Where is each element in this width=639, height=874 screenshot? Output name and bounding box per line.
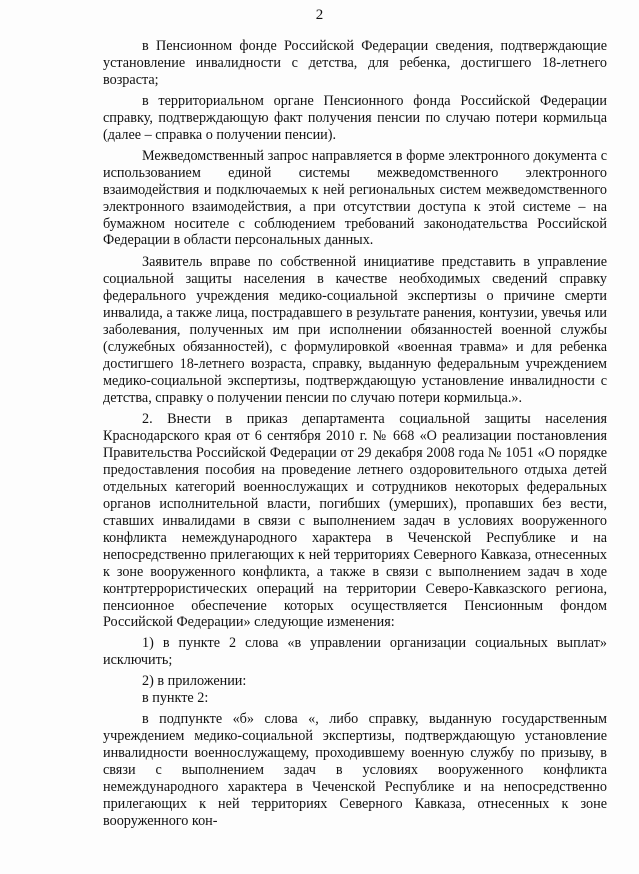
paragraph-in-item-2: в пункте 2:	[142, 690, 209, 707]
paragraph-applicant-right: Заявитель вправе по собственной инициативе представить в управление социальной защиты населения в качестве необходимых сведений справку федерального учреждения медико-социальной экспертизы о причине смерти инвалида, а также лица, пострадавшего в результате ранения, контузии, увечья или заболевания, полученных им при исполнении обязанностей военной службы (служебных обязанностей), с формулировкой «военная травма» и для ребенка достигшего 18-летнего возраста, справку, выданную федеральным учреждением медико-социальной экспертизы, подтверждающую установление инвалидности с детства, справку о получении пенсии по случаю потери кормильца.».	[103, 254, 607, 407]
page-number: 2	[315, 7, 324, 23]
paragraph-item-2-amendments: 2. Внести в приказ департамента социальной защиты населения Краснодарского края от 6 сентября 2010 г. № 668 «О реализации постановления Правительства Российской Федерации от 29 декабря 2008 года № 1051 «О порядке предоставления пособия на проведение летнего оздоровительного отдыха детей отдельных категорий военнослужащих и сотрудников некоторых федеральных органов исполнительной власти, погибших (умерших), пропавших без вести, ставших инвалидами в связи с выполнением задач в условиях вооруженного конфликта немеждународного характера в Чеченской Республике и на непосредственно прилегающих к ней территориях Северного Кавказа, отнесенных к зоне вооруженного конфликта, а также в связи с выполнением задач в ходе контртеррористических операций на территории Северо-Кавказского региона, пенсионное обеспечение которых осуществляется Пенсионным фондом Российской Федерации» следующие изменения:	[103, 411, 607, 631]
paragraph-interagency-request: Межведомственный запрос направляется в форме электронного документа с использованием единой системы межведомственного электронного взаимодействия и подключаемых к ней региональных систем межведомственного электронного взаимодействия, а при отсутствии доступа к этой системе – на бумажном носителе с соблюдением требований законодательства Российской Федерации в области персональных данных.	[103, 147, 607, 249]
paragraph-pension-fund-disability: в Пенсионном фонде Российской Федерации сведения, подтверждающие установление инвалидности с детства, для ребенка, достигшего 18-летнего возраста;	[103, 38, 607, 88]
document-body	[103, 38, 607, 830]
paragraph-subitem-b: в подпункте «б» слова «, либо справку, выданную государственным учреждением медико-социальной экспертизы, подтверждающую установление инвалидности военнослужащему, проходившему военную службу по призыву, в связи с выполнением задач в условиях вооруженного конфликта немеждународного характера в Чеченской Республике и на непосредственно прилегающих к ней территориях Северного Кавказа, отнесенных к зоне вооруженного кон-	[103, 711, 607, 829]
paragraph-subitem-2: 2) в приложении:	[142, 673, 247, 690]
paragraph-subitem-1: 1) в пункте 2 слова «в управлении организации социальных выплат» исключить;	[103, 635, 607, 669]
paragraph-pension-certificate: в территориальном органе Пенсионного фонда Российской Федерации справку, подтверждающую факт получения пенсии по случаю потери кормильца (далее – справка о получении пенсии).	[103, 92, 607, 143]
